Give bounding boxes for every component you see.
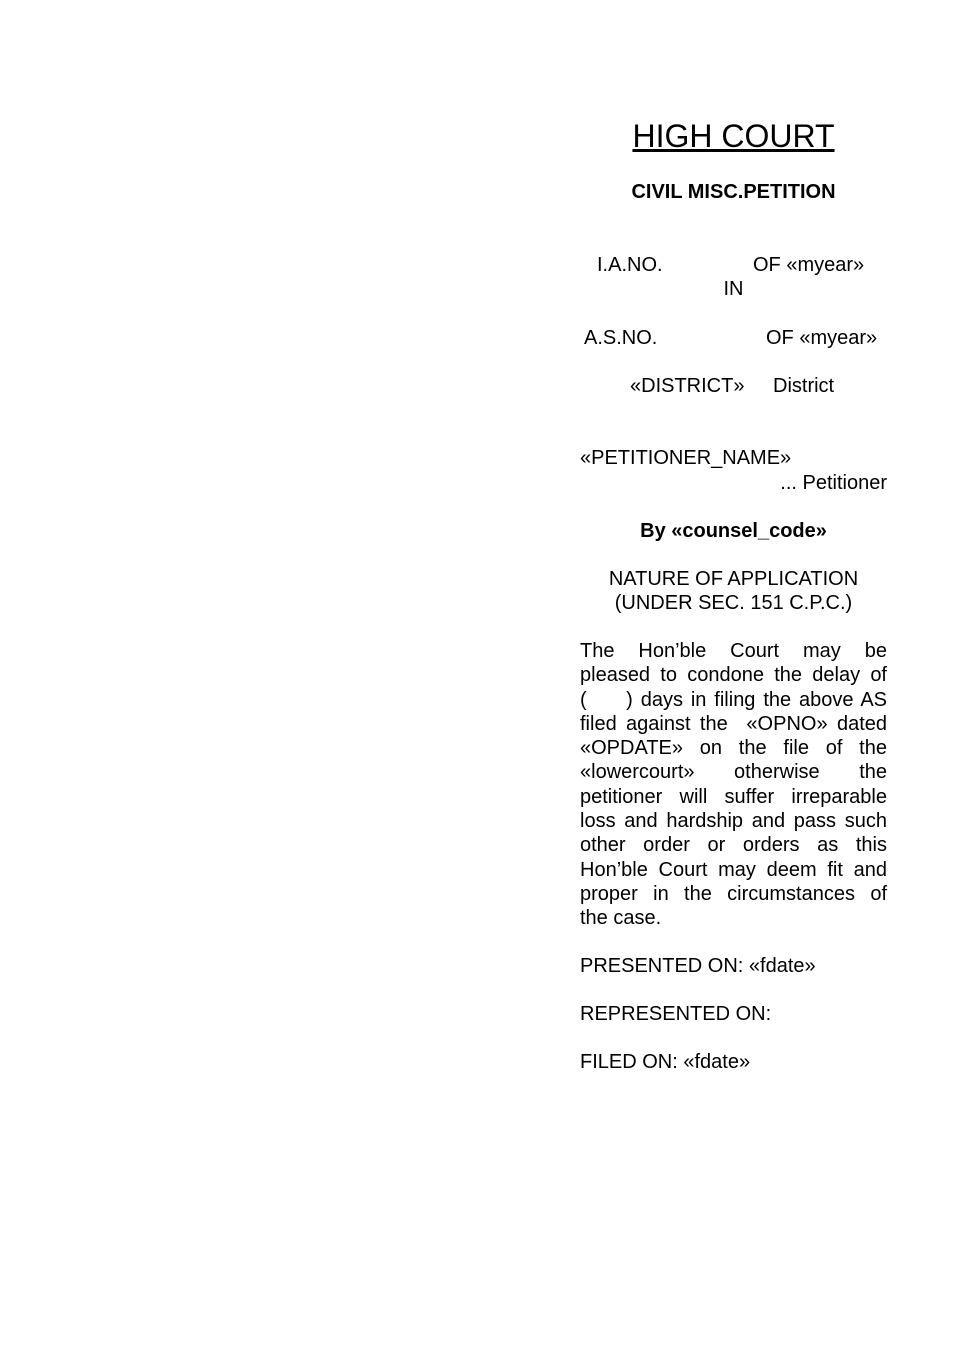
petition-type: CIVIL MISC.PETITION xyxy=(631,181,836,203)
presented-on: PRESENTED ON: «fdate» xyxy=(580,955,816,977)
as-of-year: OF «myear» xyxy=(766,327,878,349)
counsel-line: By «counsel_code» xyxy=(640,520,827,542)
body-line: pleased to condone the delay of xyxy=(580,664,887,687)
body-line: The Hon’ble Court may be xyxy=(580,640,887,662)
court-title: HIGH COURT xyxy=(632,118,835,154)
body-line: the case. xyxy=(580,907,662,930)
body-line: «lowercourt» otherwise the xyxy=(580,761,887,784)
petitioner-name: «PETITIONER_NAME» xyxy=(580,447,792,469)
application-body xyxy=(580,639,887,931)
represented-on: REPRESENTED ON: xyxy=(580,1003,772,1025)
ia-no-label: I.A.NO. xyxy=(597,254,663,276)
body-line: ( ) days in filing the above AS xyxy=(580,688,887,711)
body-line: proper in the circumstances of xyxy=(580,882,887,905)
body-line: filed against the «OPNO» dated xyxy=(580,712,887,735)
district-field: «DISTRICT» xyxy=(630,375,745,397)
body-line: petitioner will suffer irreparable xyxy=(580,785,887,808)
filed-on: FILED ON: «fdate» xyxy=(580,1051,751,1073)
in-label: IN xyxy=(723,278,744,300)
body-line: other order or orders as this xyxy=(580,834,887,857)
nature-section: (UNDER SEC. 151 C.P.C.) xyxy=(614,592,853,614)
nature-of-application: NATURE OF APPLICATION xyxy=(608,568,859,590)
as-no-label: A.S.NO. xyxy=(584,327,658,349)
district-label: District xyxy=(773,375,835,397)
body-line: Hon’ble Court may deem fit and xyxy=(580,858,887,881)
ia-of-year: OF «myear» xyxy=(753,254,865,276)
body-line: «OPDATE» on the file of the xyxy=(580,737,887,760)
body-line: loss and hardship and pass such xyxy=(580,810,887,833)
petitioner-role: ... Petitioner xyxy=(780,472,887,494)
